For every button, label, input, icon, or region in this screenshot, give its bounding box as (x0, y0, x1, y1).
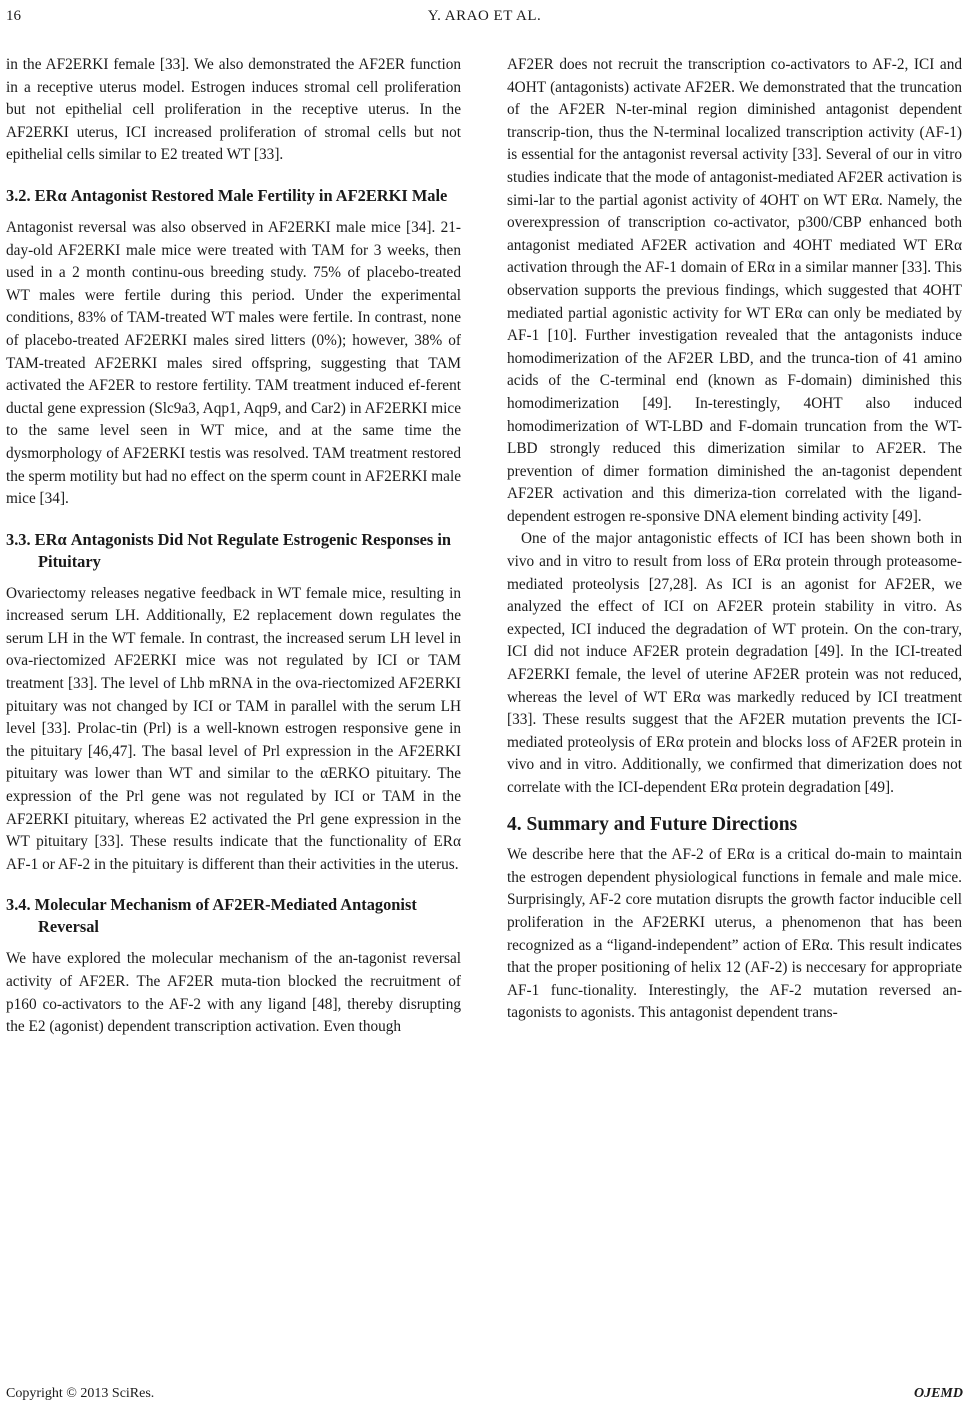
left-column (6, 54, 461, 1039)
journal-name: OJEMD (913, 1386, 963, 1401)
copyright-notice: Copyright © 2013 SciRes. (6, 1386, 155, 1401)
section-heading: 3.3. ERα Antagonists Did Not Regulate Estrogenic Responses in Pituitary (6, 529, 452, 571)
paragraph: One of the major antagonistic effects of ICI has been shown both in vivo and in vitro to result from loss of ERα protein through proteasome-mediated proteolysis [27,28]. As ICI is an agonist for AF2ER, we analyzed the effect of ICI on AF2ER protein stability in vitro. As expected, ICI induced the degradation of WT protein. On the con-trary, ICI did not induce AF2ER protein degradation [49]. In the ICI-treated AF2ERKI female, the level of uterine AF2ER protein was not reduced, whereas the level of WT ERα was markedly reduced by ICI treatment [33]. These results suggest that the AF2ER mutation prevents the ICI-mediated proteolysis of ERα protein and blocks loss of AF2ER protein in vivo and in vitro. Additionally, we confirmed that dimerization does not correlate with the ICI-dependent ERα protein degradation [49]. (507, 530, 962, 796)
paragraph: We have explored the molecular mechanism of the an-tagonist reversal activity of AF2ER. The AF2ER muta-tion blocked the recruitment of p160 co-activators to the AF-2 with any ligand [48], thereby disrupting the E2 (agonist) dependent transcription activation. Even though (6, 950, 461, 1036)
paragraph: AF2ER does not recruit the transcription co-activators to AF-2, ICI and 4OHT (antagonists) activate AF2ER. We demonstrated that the truncation of the AF2ER N-ter-minal region diminished antagonist dependent transcrip-tion, thus the N-terminal localized transcription activity (AF-1) is essential for the antagonist reversal activity [33]. Several of our in vitro studies indicate that the mode of antagonist-mediated AF2ER activation is simi-lar to the partial agonist activity of 4OHT on WT ERα. Namely, the overexpression of transcription co-activator, p300/CBP enhanced both antagonist mediated AF2ER activation and 4OHT mediated WT ERα activation through the AF-1 domain of ERα in a similar manner [33]. This observation supports the previous findings, which suggested that 4OHT mediated partial agonistic activity for WT ERα can only be mediated by AF-1 [10]. Further investigation revealed that the antagonists induce homodimerization of the AF2ER LBD, and the trunca-tion of 41 amino acids of the C-terminal end (known as F-domain) diminished this homodimerization [49]. In-terestingly, 4OHT also induced homodimerization of WT-LBD and F-domain truncation from the WT-LBD strongly reduced this dimerization similar to AF2ER. The prevention of dimer formation diminished the an-tagonist dependent AF2ER activation and this dimeriza-tion correlated with the ligand-dependent estrogen re-sponsive DNA element binding activity [49]. (507, 56, 962, 525)
page-number: 16 (6, 8, 21, 24)
paragraph: Ovariectomy releases negative feedback in WT female mice, resulting in increased serum LH. Additionally, E2 replacement down regulates the serum LH in the WT female. In contrast, the increased serum LH level in ova-riectomized AF2ERKI mice was not regulated by ICI or TAM treatment [33]. The level of Lhb mRNA in the ova-riectomized AF2ERKI pituitary was not changed by ICI or TAM in parallel with the serum LH level [33]. Prolac-tin (Prl) is a well-known estrogen responsive gene in the pituitary [46,47]. The basal level of Prl expression in the AF2ERKI pituitary was lower than WT and similar to the αERKO pituitary. The expression of the Prl gene was not regulated by ICI or TAM in the AF2ERKI pituitary, whereas E2 activated the Prl gene expression in the WT pituitary [33]. These results indicate that the functionality of ERα AF-1 or AF-2 in the pituitary is different than their activities in the uterus. (6, 584, 461, 873)
section-heading: 3.2. ERα Antagonist Restored Male Fertility in AF2ERKI Male (6, 185, 448, 205)
paragraph: Antagonist reversal was also observed in AF2ERKI male mice [34]. 21-day-old AF2ERKI male mice were treated with TAM for 3 weeks, then used in a 2 month continu-ous breeding study. 75% of placebo-treated WT males were fertile during this period. Under the experimental conditions, 83% of TAM-treated WT males were fertile. In contrast, none of placebo-treated AF2ERKI males sired litters (0%); however, 38% of TAM-treated AF2ERKI males sired offspring, suggesting that TAM activated the AF2ER to restore fertility. TAM treatment induced ef-ferent ductal gene expression (Slc9a3, Aqp1, Aqp9, and Car2) in AF2ERKI mice to the same level seen in WT mice, and at the same time the dysmorphology of AF2ERKI testis was resolved. TAM treatment restored the sperm motility but had no effect on the sperm count in AF2ERKI male mice [34]. (6, 218, 461, 508)
paragraph: in the AF2ERKI female [33]. We also demonstrated the AF2ER function in a receptive uterus model. Estrogen induces stromal cell proliferation but not epithelial cell proliferation in the receptive uterus. In the AF2ERKI uterus, ICI increased proliferation of stromal cells but not epithelial cells similar to E2 treated WT [33]. (6, 56, 461, 164)
running-head: Y. ARAO ET AL. (427, 8, 542, 24)
section-heading: 4. Summary and Future Directions (507, 813, 798, 835)
right-column (507, 54, 962, 1025)
section-heading: 3.4. Molecular Mechanism of AF2ER-Mediated Antagonist Reversal (6, 895, 417, 937)
page-footer (0, 1386, 969, 1406)
paragraph: We describe here that the AF-2 of ERα is a critical do-main to maintain the estrogen dependent physiological functions in female and male mice. Surprisingly, AF-2 core mutation disrupts the growth factor inducible cell proliferation in the AF2ERKI uterus, a phenomenon that has been recognized as a “ligand-independent” action of ERα. This result indicates that the proper positioning of helix 12 (AF-2) is neccesary for appropriate AF-1 func-tionality. Interestingly, the AF-2 mutation reversed an-tagonists to agonists. This antagonist dependent trans- (507, 846, 962, 1022)
page-header (0, 6, 969, 30)
